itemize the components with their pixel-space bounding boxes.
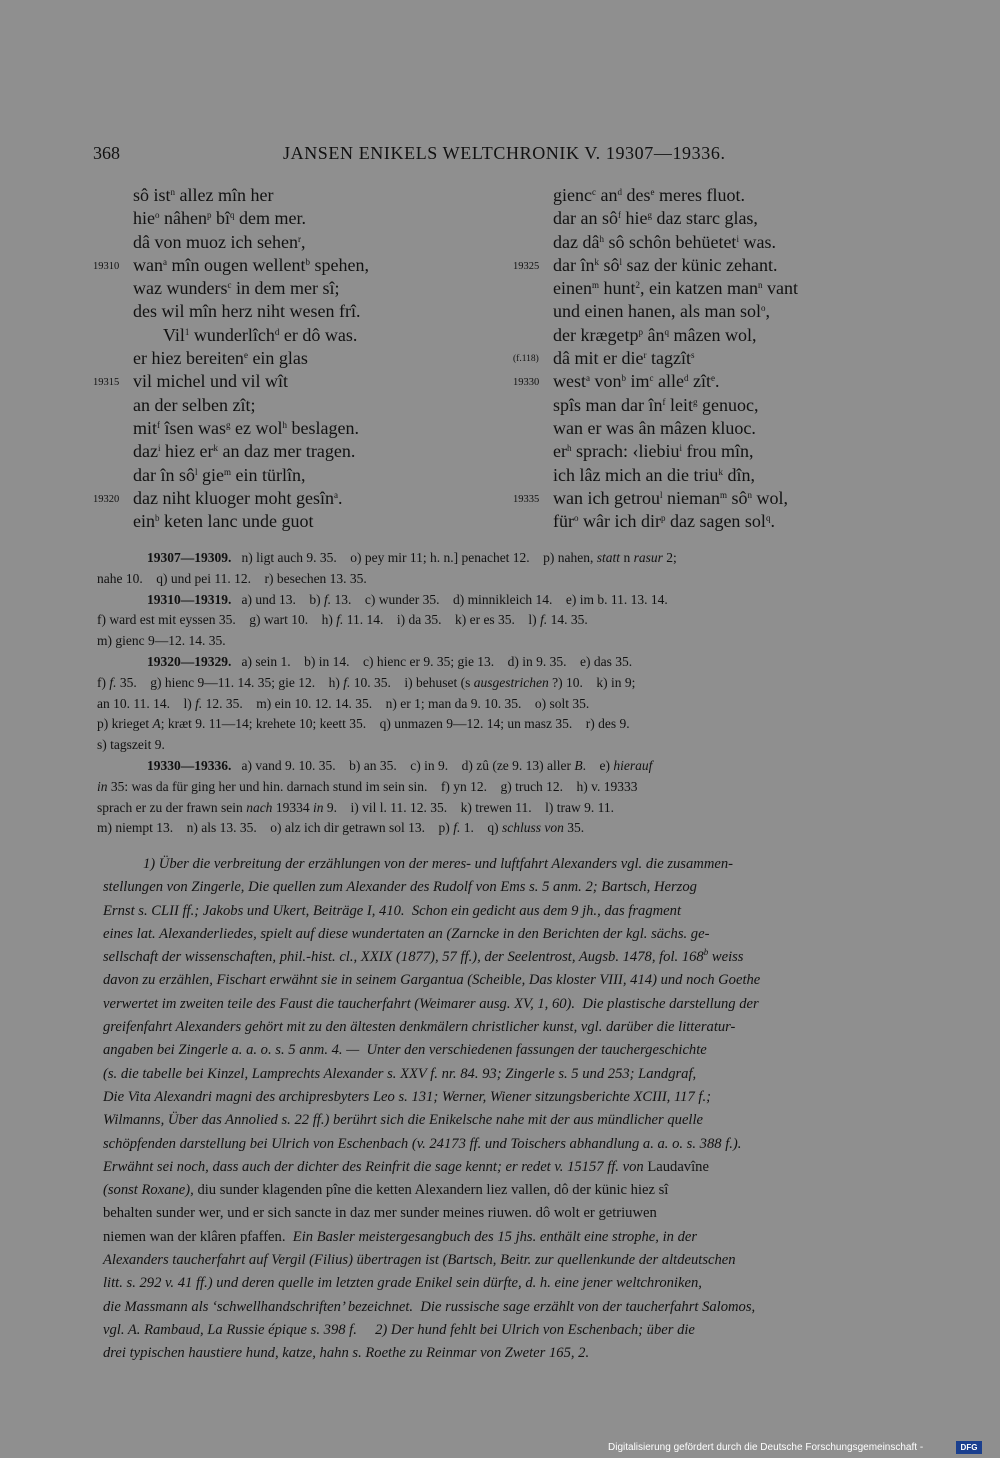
verse-line: [93, 277, 503, 300]
verse-text: wan ich getrou$^l$ nieman$^m$ $sô^n$ wol,: [553, 487, 788, 508]
verse-line: [93, 464, 503, 487]
verse-text: für$^o$ wâr ich dir$^p$ daz sagen sol$^q$.: [553, 511, 775, 532]
verse-line: [513, 370, 933, 393]
apparatus-line: [97, 569, 917, 590]
verse-number: 19315: [93, 377, 120, 389]
verse-line: [513, 510, 933, 533]
apparatus-text: in 35: was da für ging her und hin. darnach stund im sein sin. f) yn 12. g) truch 12. h) v. 19333: [97, 778, 638, 794]
footnote-line: angaben bei Zingerle a. a. o. s. 5 anm. 4. — Unter den verschiedenen fassungen der tauchergeschichte: [103, 1042, 707, 1059]
apparatus-text: f) ward est mit eyssen 35. g) wart 10. h) f. 11. 14. i) da 35. k) er es 35. l) f. 14. 35.: [97, 612, 588, 628]
apparatus-line: [97, 818, 917, 839]
apparatus-line: [97, 798, 917, 819]
verse-line: [513, 487, 933, 510]
digitization-footer: [600, 1440, 990, 1456]
verse-line: [93, 347, 503, 370]
verse-text: waz wunders$^c$ in dem mer sî;: [133, 278, 340, 299]
verse-column-left: [93, 184, 503, 533]
verse-text: gienc$^c$ $an^d$ des$^e$ meres fluot.: [553, 185, 745, 205]
running-title: JANSEN ENIKELS WELTCHRONIK V. 19307—19336.: [283, 143, 726, 163]
footnote-line: die Massmann als ‘schwellhandschriften’ bezeichnet. Die russische sage erzählt von der taucherfahrt Salomos,: [103, 1298, 756, 1315]
verse-line: [93, 510, 503, 533]
apparatus-text: f) f. 35. g) hienc 9—11. 14. 35; gie 12. h) f. 10. 35. i) behuset (s ausgestrichen ?) 10. k) in 9;: [97, 674, 636, 690]
verse-text: dar în $sô^l$ gie$^m$ ein türlîn,: [133, 464, 306, 485]
verse-number: 19330: [513, 377, 540, 389]
page-header: [93, 143, 923, 167]
verse-text: wan er was ân mâzen kluoc.: [553, 417, 756, 438]
page-number: 368: [93, 143, 120, 163]
apparatus-line: [97, 694, 917, 715]
verse-text: er hiez bereiten$^e$ ein glas: [133, 348, 308, 369]
apparatus-line: [97, 777, 917, 798]
apparatus-text: 19320—19329. a) sein 1. b) in 14. c) hienc er 9. 35; gie 13. d) in 9. 35. e) das 35.: [147, 653, 633, 669]
footnote-line: greifenfahrt Alexanders gehört mit zu den ältesten denkmälern christlicher kunst, vgl. darüber die litteratur-: [103, 1019, 736, 1036]
verse-line: [93, 300, 503, 323]
verse-line: [93, 370, 503, 393]
verse-text: daz niht kluoger moht gesîn$^a$.: [133, 487, 343, 508]
apparatus-line: [97, 735, 917, 756]
footnote-line: niemen wan der klâren pfaffen. Ein Basler meistergesangbuch des 15 jhs. enthält eine strophe, in der: [103, 1228, 698, 1245]
apparatus-line: [97, 631, 917, 652]
verse-line: [93, 207, 503, 230]
footnote-line: 1) Über die verbreitung der erzählungen von der meres- und luftfahrt Alexanders vgl. die zusammen-: [143, 856, 733, 872]
verse-number: 19335: [513, 493, 540, 505]
verse-text: daz $dâ^h$ sô schôn behüetet$^i$ was.: [553, 231, 776, 252]
verse-line: [513, 464, 933, 487]
footnote-line: Ernst s. CLII ff.; Jakobs und Ukert, Beiträge I, 410. Schon ein gedicht aus dem 9 jh., das fragment: [103, 902, 681, 919]
footnote-line: eines lat. Alexanderliedes, spielt auf diese wundertaten an (Zarncke in den Berichten der kgl. sächs. ge-: [103, 925, 710, 942]
dfg-logo: DFG: [956, 1441, 982, 1454]
apparatus-line: [97, 652, 917, 673]
verse-text: einen$^m$ hunt$^2$, ein katzen man$^n$ vant: [553, 278, 798, 299]
footer-text: Digitalisierung gefördert durch die Deutsche Forschungsgemeinschaft -: [608, 1442, 924, 1453]
footnote-line: davon zu erzählen, Fischart erwähnt sie in seinem Gargantua (Scheible, Das kloster VIII, 414) und noch Goethe: [103, 972, 761, 989]
verse-line: [513, 324, 933, 347]
apparatus-text: 19310—19319. a) und 13. b) f. 13. c) wunder 35. d) minnikleich 14. e) im b. 11. 13. 14.: [147, 591, 668, 607]
verse-text: dâ mit er die$^r$ tagzît$^s$: [553, 348, 695, 369]
apparatus-text: an 10. 11. 14. l) f. 12. 35. m) ein 10. 12. 14. 35. n) er 1; man da 9. 10. 35. o) solt 35.: [97, 695, 590, 711]
apparatus-text: 19307—19309. n) ligt auch 9. 35. o) pey mir 11; h. n.] penachet 12. p) nahen, statt n rasur 2;: [147, 550, 677, 565]
verse-text: der krægetp$^p$ $ân^q$ mâzen wol,: [553, 324, 757, 345]
verse-line: [513, 347, 933, 370]
verse-line: [93, 394, 503, 417]
verse-text: mit$^f$ îsen was$^g$ ez wol$^h$ beslagen.: [133, 417, 359, 438]
apparatus-line: [97, 714, 917, 735]
apparatus-line: [97, 590, 917, 611]
verse-line: [93, 324, 503, 347]
footnote-line: vgl. A. Rambaud, La Russie épique s. 398 f. 2) Der hund fehlt bei Ulrich von Eschenbach; über die: [103, 1321, 695, 1338]
footnote-line: litt. s. 292 v. 41 ff.) und deren quelle im letzten grade Enikel sein dürfte, d. h. eine jener weltchroniken,: [103, 1275, 702, 1292]
verse-text: wan$^a$ mîn ougen wellent$^b$ spehen,: [133, 254, 369, 275]
verse-line: [513, 394, 933, 417]
critical-apparatus: [97, 548, 917, 839]
verse-column-right: [513, 184, 933, 533]
apparatus-text: 19330—19336. a) vand 9. 10. 35. b) an 35. c) in 9. d) zû (ze 9. 13) aller B. e) hierauf: [147, 757, 653, 773]
verse-line: [513, 300, 933, 323]
verse-number: (f.118): [513, 354, 539, 365]
verse-text: $er^h$ sprach: ‹liebiu$^i$ frou mîn,: [553, 441, 754, 462]
footnote-line: behalten sunder wer, und er sich sancte in daz mer sunder meines riuwen. dô wolt er getriuwen: [103, 1205, 657, 1222]
verse-line: [513, 440, 933, 463]
verse-line: [93, 231, 503, 254]
verse-line: [513, 207, 933, 230]
verse-text: daz$^i$ hiez $er^k$ an daz mer tragen.: [133, 441, 356, 462]
verse-line: [513, 417, 933, 440]
verse-line: [93, 254, 503, 277]
verse-text: an der selben zît;: [133, 394, 256, 415]
footnote-line: stellungen von Zingerle, Die quellen zum Alexander des Rudolf von Ems s. 5 anm. 2; Bartsch, Herzog: [103, 879, 697, 896]
apparatus-text: p) krieget A; kræt 9. 11—14; krehete 10; keett 35. q) unmazen 9—12. 14; un masz 35. r) des 9.: [97, 716, 630, 732]
apparatus-text: sprach er zu der frawn sein nach 19334 in 9. i) vil l. 11. 12. 35. k) trewen 11. l) traw 9. 11.: [97, 799, 615, 815]
verse-number: 19310: [93, 260, 120, 272]
footnote-line: Erwähnt sei noch, dass auch der dichter des Reinfrit die sage kennt; er redet v. 15157 ff. von Laudavîne: [103, 1158, 709, 1175]
verse-text: spîs man dar $în^f$ leit$^g$ genuoc,: [553, 394, 759, 415]
apparatus-line: [97, 673, 917, 694]
verse-text: west$^a$ von$^b$ $im^c$ alle$^d$ zît$^e$.: [553, 371, 720, 392]
footnote-line: (sonst Roxane), diu sunder klagenden pîne die ketten Alexandern liez vallen, dô der künic hiez sî: [103, 1182, 669, 1199]
verse-text: vil michel und vil wît: [133, 371, 288, 392]
verse-text: des wil mîn herz niht wesen frî.: [133, 301, 361, 322]
apparatus-text: s) tagszeit 9.: [97, 737, 165, 753]
apparatus-text: m) niempt 13. n) als 13. 35. o) alz ich dir getrawn sol 13. p) f. 1. q) schluss von 35.: [97, 820, 585, 836]
verse-number: 19325: [513, 260, 540, 272]
footnote-line: sellschaft der wissenschaften, phil.-hist. cl., XXIX (1877), 57 ff.), der Seelentrost, Augsb. 1478, fol. 168$^b$ weiss: [103, 947, 744, 966]
verse-line: [513, 277, 933, 300]
verse-text: dâ von muoz ich sehen$^r$,: [133, 231, 306, 252]
apparatus-text: m) gienc 9—12. 14. 35.: [97, 633, 226, 649]
verse-text: sô ist$^n$ allez mîn her: [133, 185, 274, 205]
apparatus-line: [97, 548, 917, 569]
verse-number: 19320: [93, 493, 120, 505]
footnote-line: Wilmanns, Über das Annolied s. 22 ff.) berührt sich die Enikelsche nahe mit der aus mündlicher quelle: [103, 1112, 704, 1129]
verse-text: dar an $sô^f$ hie$^g$ daz starc glas,: [553, 208, 758, 229]
verse-text: und einen hanen, als man sol$^o$,: [553, 301, 770, 322]
footnote-line: schöpfenden darstellung bei Ulrich von Eschenbach (v. 24173 ff. und Toischers abhandlung a. a. o. s. 388 f.).: [103, 1135, 742, 1152]
footnote-line: drei typischen haustiere hund, katze, hahn s. Roethe zu Reinmar von Zweter 165, 2.: [103, 1345, 590, 1362]
verse-text: ich lâz mich an die triu$^k$ dîn,: [553, 464, 755, 485]
verse-line: [93, 487, 503, 510]
footnote-line: Die Vita Alexandri magni des archipresbyters Leo s. 131; Werner, Wiener sitzungsberichte XCIII, 117 f.;: [103, 1088, 711, 1105]
verse-text: Vil$^1$ wunderlîch$^d$ er dô was.: [163, 324, 358, 345]
verse-line: [93, 417, 503, 440]
footnotes: [103, 853, 918, 1366]
footnote-line: (s. die tabelle bei Kinzel, Lamprechts Alexander s. XXV f. nr. 84. 93; Zingerle s. 5 und 253; Landgraf,: [103, 1065, 697, 1082]
footnote-line: Alexanders taucherfahrt auf Vergil (Filius) übertragen ist (Bartsch, Beitr. zur quellenkunde der altdeutschen: [103, 1252, 736, 1269]
apparatus-text: nahe 10. q) und pei 11. 12. r) besechen 13. 35.: [97, 570, 367, 586]
verse-line: [93, 440, 503, 463]
verse-line: [513, 231, 933, 254]
verse-text: hie$^o$ nâhen$^p$ $bî^q$ dem mer.: [133, 208, 306, 229]
verse-line: [93, 184, 503, 207]
verse-text: ein$^b$ keten lanc unde guot: [133, 511, 314, 532]
footnote-line: verwertet im zweiten teile des Faust die taucherfahrt (Weimarer ausg. XV, 1, 60). Die plastische darstellung der: [103, 995, 759, 1012]
verse-line: [513, 254, 933, 277]
apparatus-line: [97, 756, 917, 777]
apparatus-line: [97, 610, 917, 631]
verse-text: dar $în^k$ $sô^l$ saz der künic zehant.: [553, 254, 778, 275]
verse-line: [513, 184, 933, 207]
